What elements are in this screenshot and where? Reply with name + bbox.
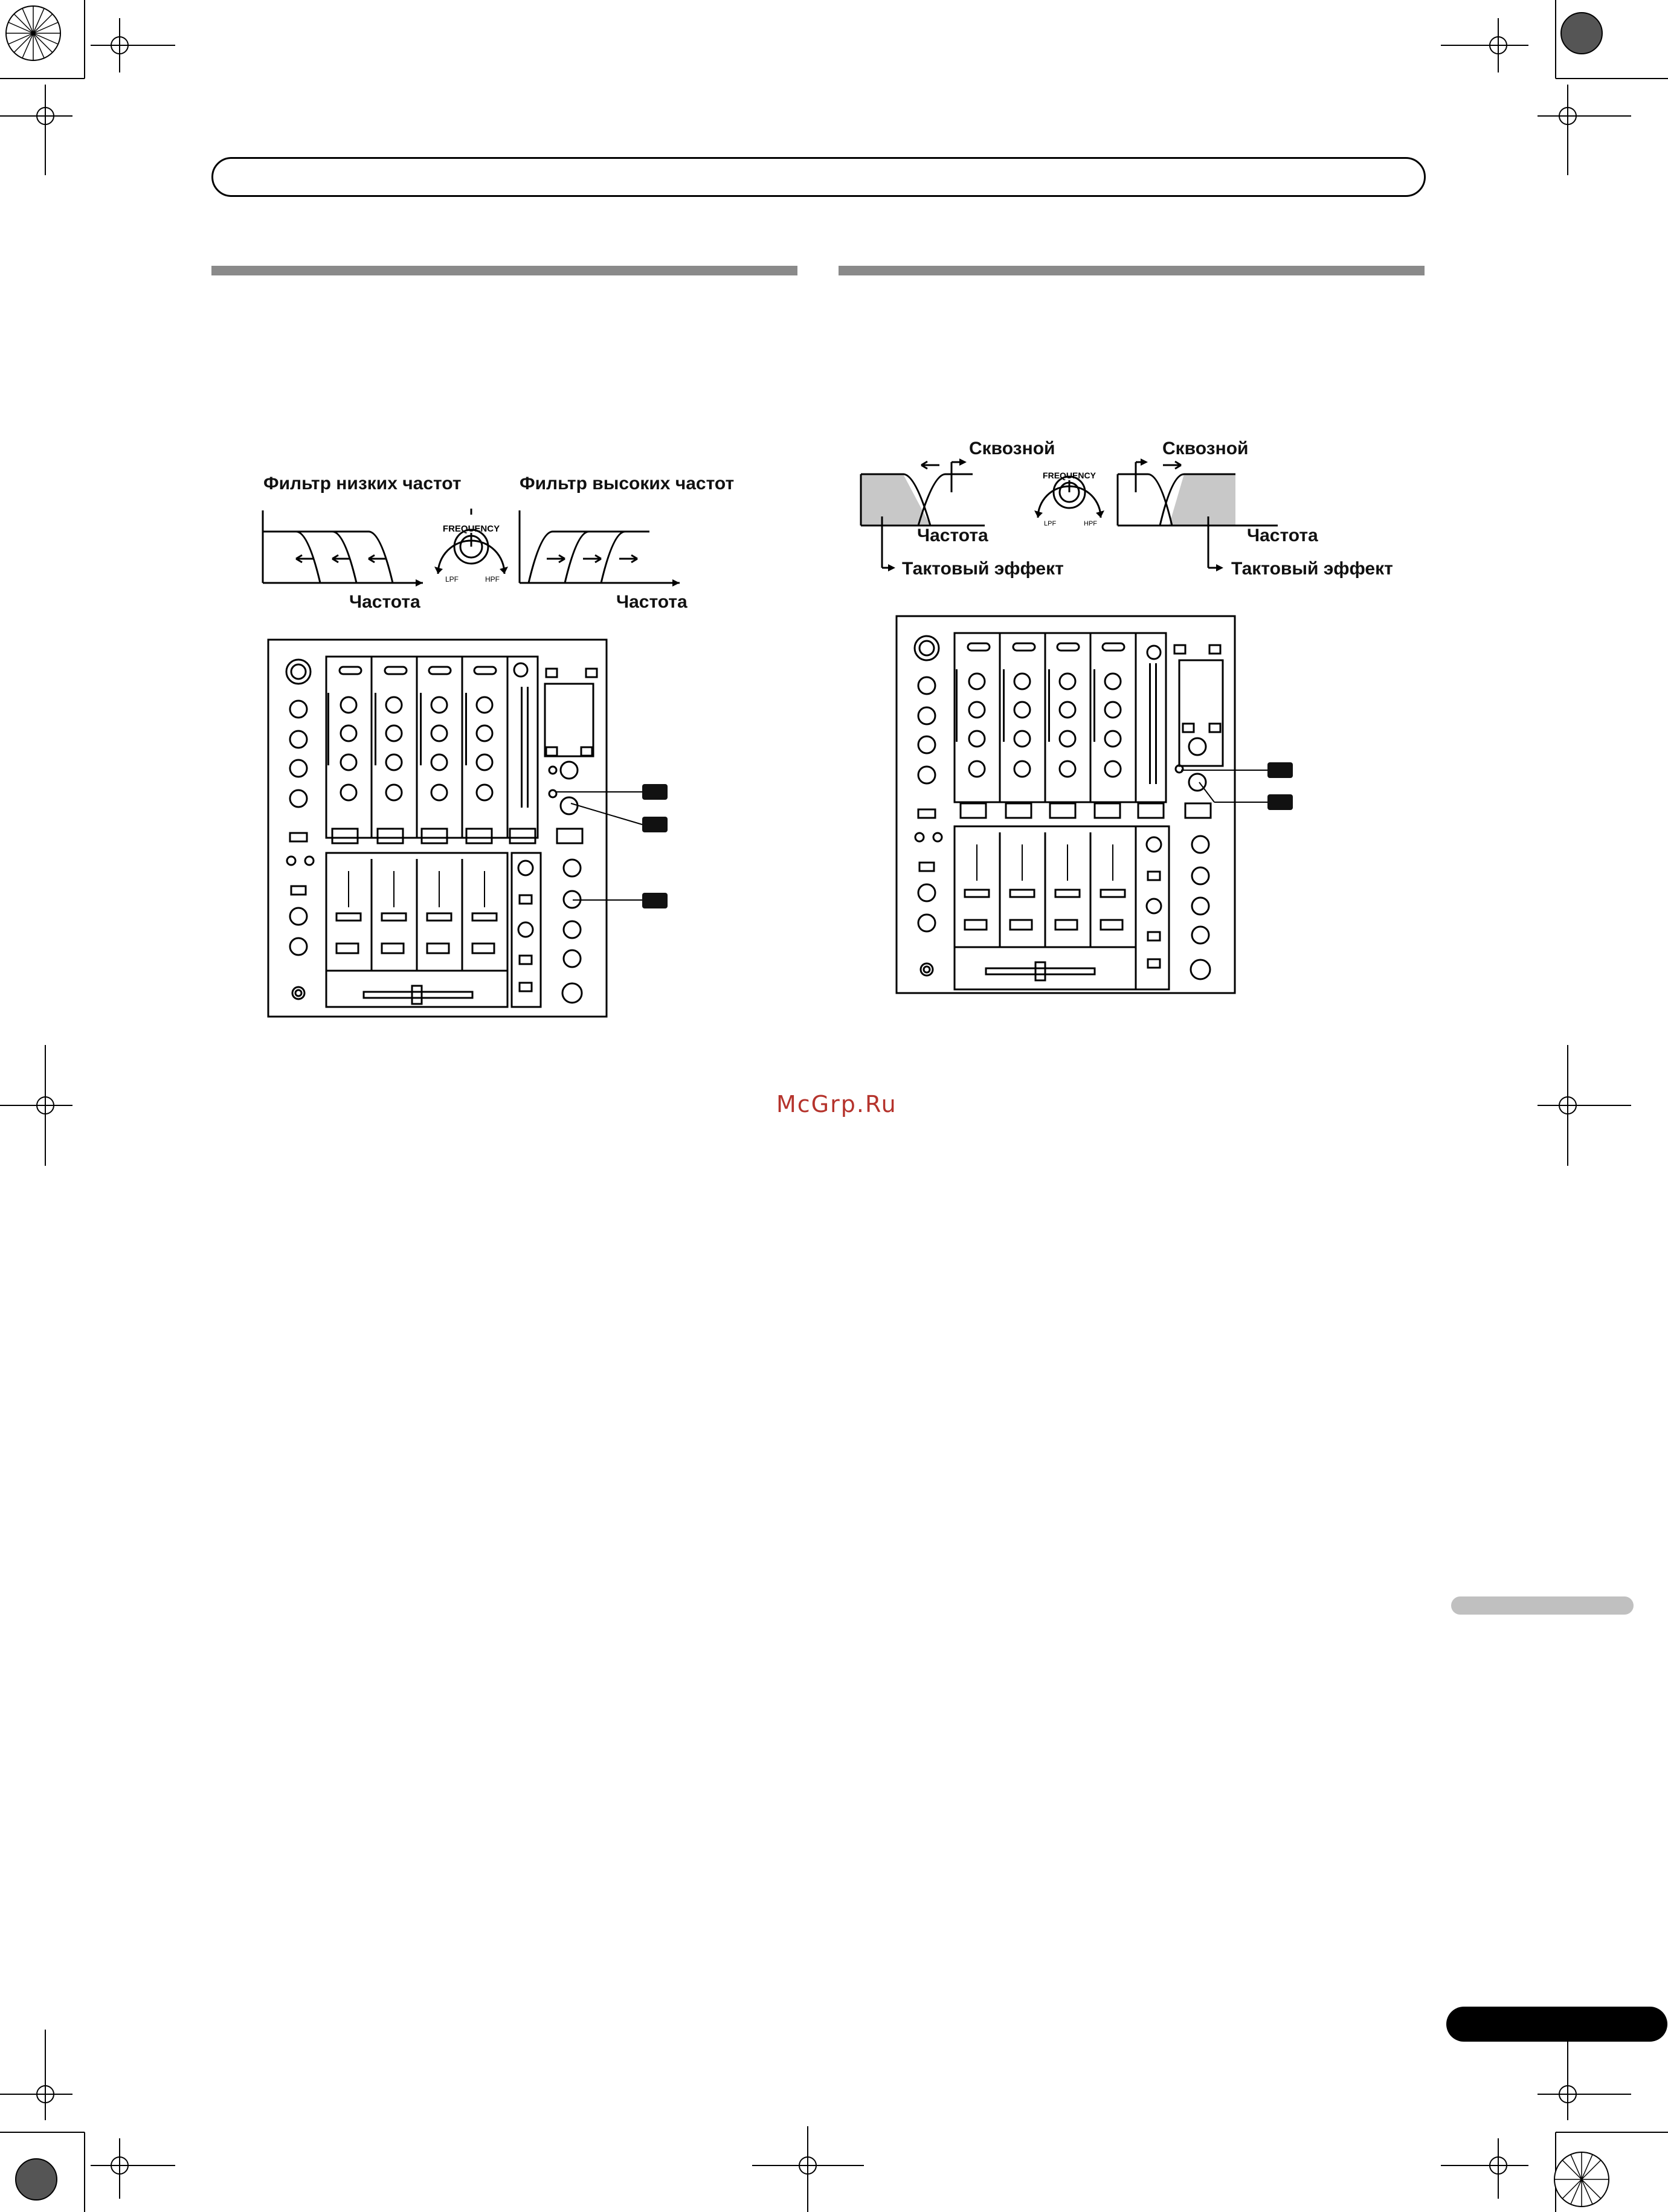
highpass-filter-graph <box>517 507 686 592</box>
frequency-knob-left <box>420 501 523 592</box>
lowpass-through-graph <box>858 447 1039 574</box>
frequency-knob-right <box>1021 450 1118 535</box>
language-tab <box>1451 1596 1634 1615</box>
lowpass-filter-graph <box>260 507 429 592</box>
left-section-bar <box>211 266 797 275</box>
freq-label-right-1: Частота <box>917 526 988 545</box>
highpass-through-graph <box>1115 447 1302 574</box>
beat-effect-label-left: Тактовый эффект <box>902 559 1064 579</box>
freq-label-right-2: Частота <box>1247 526 1318 545</box>
freq-label-left-1: Частота <box>349 592 420 612</box>
knob-lpf-left: LPF <box>445 575 459 584</box>
knob-title-left: FREQUENCY <box>442 524 500 534</box>
beat-effect-label-right: Тактовый эффект <box>1231 559 1393 579</box>
through-label-right: Сквозной <box>1162 439 1249 458</box>
right-section-bar <box>839 266 1425 275</box>
knob-title-right: FREQUENCY <box>1043 471 1096 480</box>
through-label-left: Сквозной <box>969 439 1055 458</box>
callout-marker-1-right <box>1267 762 1293 778</box>
knob-lpf-right: LPF <box>1044 520 1057 527</box>
freq-label-left-2: Частота <box>616 592 687 612</box>
callout-marker-2-right <box>1267 794 1293 810</box>
knob-hpf-right: HPF <box>1084 520 1097 527</box>
callout-leaders-right <box>1178 761 1269 809</box>
lowpass-label: Фильтр низких частот <box>263 474 462 494</box>
watermark-text: McGrp.Ru <box>776 1091 897 1117</box>
callout-leaders-left <box>544 779 646 912</box>
highpass-label: Фильтр высоких частот <box>520 474 735 494</box>
page-number-pill <box>1446 2007 1667 2042</box>
knob-hpf-left: HPF <box>485 575 500 584</box>
page-header-bar <box>211 157 1426 197</box>
